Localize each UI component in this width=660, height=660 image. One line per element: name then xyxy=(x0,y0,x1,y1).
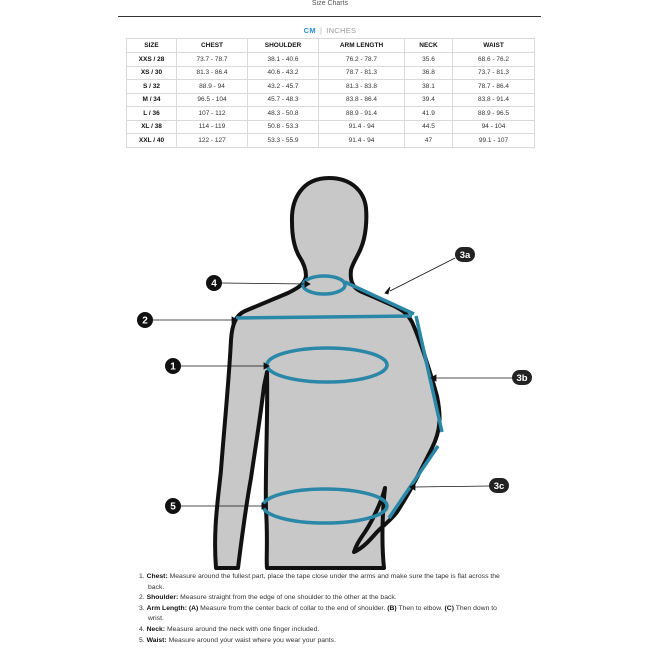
callout-3a xyxy=(455,247,475,262)
shoulder-cell: 48.3 - 50.8 xyxy=(248,107,319,121)
size-cell: XXL / 40 xyxy=(127,134,177,148)
measurement-instructions xyxy=(139,572,539,646)
callout-3b-label: 3b xyxy=(516,373,528,384)
header-waist: WAIST xyxy=(453,39,535,53)
waist-cell: 73.7 - 81.3 xyxy=(453,66,535,80)
size-cell: L / 36 xyxy=(127,107,177,121)
waist-cell: 78.7 - 86.4 xyxy=(453,80,535,94)
instruction-number: 3. xyxy=(139,604,145,612)
instruction-text-b: Then to elbow. xyxy=(396,604,445,612)
neck-cell: 39.4 xyxy=(405,93,453,107)
callout-4-label: 4 xyxy=(211,278,217,290)
body-silhouette xyxy=(215,178,439,568)
chest-cell: 114 - 119 xyxy=(177,120,248,134)
size-cell: M / 34 xyxy=(127,93,177,107)
arm-length-cell: 76.2 - 78.7 xyxy=(319,53,405,67)
callout-3a-label: 3a xyxy=(459,250,471,261)
instruction-continuation: wrist. xyxy=(148,615,164,623)
instruction-number: 4. xyxy=(139,625,145,633)
size-cell: XS / 30 xyxy=(127,66,177,80)
shoulder-cell: 45.7 - 48.3 xyxy=(248,93,319,107)
callout-3c xyxy=(489,478,509,493)
instruction-shoulder xyxy=(139,593,539,604)
callout-5 xyxy=(165,498,181,514)
shoulder-cell: 50.8 - 53.3 xyxy=(248,120,319,134)
size-cell: XXS / 28 xyxy=(127,53,177,67)
header-arm-length: ARM LENGTH xyxy=(319,39,405,53)
header-neck: NECK xyxy=(405,39,453,53)
arm-length-cell: 81.3 - 83.8 xyxy=(319,80,405,94)
arm-length-cell: 83.8 - 86.4 xyxy=(319,93,405,107)
arm-length-cell: 91.4 - 94 xyxy=(319,134,405,148)
instruction-arm-length xyxy=(139,604,539,625)
arm-length-cell: 91.4 - 94 xyxy=(319,120,405,134)
instruction-label: Neck: xyxy=(146,625,166,633)
instruction-label: Chest: xyxy=(146,573,168,580)
chest-cell: 88.9 - 94 xyxy=(177,80,248,94)
neck-cell: 38.1 xyxy=(405,80,453,94)
instruction-text: Measure straight from the edge of one shoulder to the other at the back. xyxy=(178,594,397,602)
header-shoulder: SHOULDER xyxy=(248,39,319,53)
arm-length-cell: 88.9 - 91.4 xyxy=(319,107,405,121)
instruction-chest xyxy=(139,572,539,593)
page-title: Size Charts xyxy=(311,0,349,7)
waist-cell: 99.1 - 107 xyxy=(453,134,535,148)
callout-3c-label: 3c xyxy=(493,481,505,492)
shoulder-tape xyxy=(236,316,412,318)
neck-cell: 41.9 xyxy=(405,107,453,121)
chest-cell: 81.3 - 86.4 xyxy=(177,66,248,80)
waist-cell: 68.6 - 76.2 xyxy=(453,53,535,67)
unit-separator: | xyxy=(319,26,323,35)
shoulder-cell: 38.1 - 40.6 xyxy=(248,53,319,67)
shoulder-cell: 43.2 - 45.7 xyxy=(248,80,319,94)
instruction-text-c: Then down to xyxy=(453,604,497,612)
unit-inches-tab[interactable]: INCHES xyxy=(326,26,357,35)
instruction-neck xyxy=(139,625,539,636)
callout-2 xyxy=(137,312,153,328)
instruction-sublabel-b: (B) xyxy=(387,604,397,612)
instruction-continuation: back. xyxy=(148,583,165,591)
instruction-number: 5. xyxy=(139,636,145,644)
shoulder-cell: 40.6 - 43.2 xyxy=(248,66,319,80)
instruction-sublabel-c: (C) xyxy=(444,604,454,612)
chest-cell: 96.5 - 104 xyxy=(177,93,248,107)
waist-cell: 94 - 104 xyxy=(453,120,535,134)
header-chest: CHEST xyxy=(177,39,248,53)
arm-length-cell: 78.7 - 81.3 xyxy=(319,66,405,80)
instruction-label: Shoulder: xyxy=(146,594,179,602)
instruction-sublabel-a: (A) xyxy=(188,604,199,612)
instruction-label: Waist: xyxy=(146,636,167,644)
instruction-waist xyxy=(139,636,539,647)
instruction-label: Arm Length: xyxy=(146,604,187,612)
callout-1-label: 1 xyxy=(170,361,176,373)
size-cell: XL / 38 xyxy=(127,120,177,134)
chest-cell: 107 - 112 xyxy=(177,107,248,121)
neck-cell: 47 xyxy=(405,134,453,148)
size-cell: S / 32 xyxy=(127,80,177,94)
neck-cell: 35.6 xyxy=(405,53,453,67)
callout-1 xyxy=(165,358,181,374)
header-size: SIZE xyxy=(127,39,177,53)
callout-2-label: 2 xyxy=(142,315,148,327)
unit-cm-tab[interactable]: CM xyxy=(303,26,316,35)
neck-cell: 36.8 xyxy=(405,66,453,80)
callout-4 xyxy=(206,275,222,291)
instruction-number: 2. xyxy=(139,594,145,602)
neck-cell: 44.5 xyxy=(405,120,453,134)
instruction-text: Measure around the fullest part, place the tape close under the arms and make sure the tape is flat across the xyxy=(167,573,500,580)
chest-cell: 73.7 - 78.7 xyxy=(177,53,248,67)
instruction-text: Measure around your waist where you wear your pants. xyxy=(166,636,336,644)
callout-5-label: 5 xyxy=(170,501,176,513)
waist-cell: 83.8 - 91.4 xyxy=(453,93,535,107)
chest-cell: 122 - 127 xyxy=(177,134,248,148)
instruction-text: Measure around the neck with one finger included. xyxy=(165,625,320,633)
instruction-number: 1. xyxy=(139,573,145,580)
shoulder-cell: 53.3 - 55.9 xyxy=(248,134,319,148)
instruction-text-a: Measure from the center back of collar to the end of shoulder. xyxy=(198,604,388,612)
callout-3b xyxy=(512,370,532,385)
waist-cell: 88.9 - 96.5 xyxy=(453,107,535,121)
